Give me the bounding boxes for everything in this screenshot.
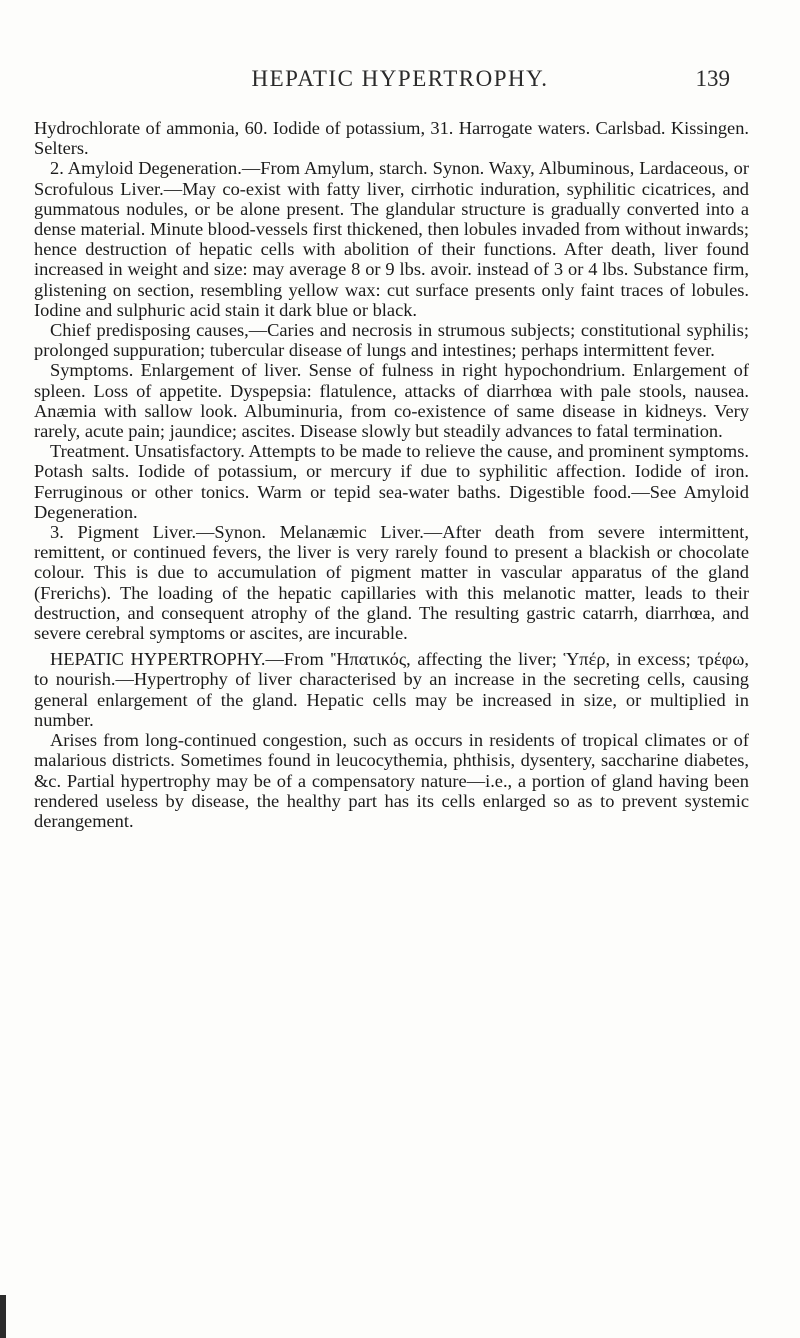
paragraph-hypertrophy-causes: Arises from long-continued congestion, such as occurs in residents of tropical climates or of malarious districts. Sometimes found in leucocythemia, phthisis, dysentery, saccharine diabetes, &c. Partial hypertrophy may be of a compensatory nature—i.e., a portion of gland having been rendered useless by disease, the healthy part has its cells enlarged so as to prevent systemic derangement. [34, 730, 749, 831]
paragraph-amyloid-treatment: Treatment. Unsatisfactory. Attempts to be made to relieve the cause, and prominent symptoms. Potash salts. Iodide of potassium, or mercury if due to syphilitic affection. Iodide of iron. Ferruginous or other tonics. Warm or tepid sea-water baths. Digestible food.—See Amyloid Degeneration. [34, 441, 749, 522]
paragraph-amyloid-symptoms: Symptoms. Enlargement of liver. Sense of fulness in right hypochondrium. Enlargement of spleen. Loss of appetite. Dyspepsia: flatulence, attacks of diarrhœa with pale stools, nausea. Anæmia with sallow look. Albuminuria, from co-existence of same disease in kidneys. Very rarely, acute pain; jaundice; ascites. Disease slowly but steadily advances to fatal termination. [34, 360, 749, 442]
paragraph-hydrochlorate: Hydrochlorate of ammonia, 60. Iodide of potassium, 31. Harrogate waters. Carlsbad. Kissingen. Selters. [34, 118, 749, 159]
running-head: HEPATIC HYPERTROPHY. [251, 66, 549, 91]
text-body [34, 118, 749, 831]
paragraph-amyloid-degeneration: 2. Amyloid Degeneration.—From Amylum, starch. Synon. Waxy, Albuminous, Lardaceous, or Scrofulous Liver.—May co-exist with fatty liver, cirrhotic induration, syphilitic cicatrices, and gummatous nodules, or be alone present. The glandular structure is gradually converted into a dense material. Minute blood-vessels first thickened, then lobules invaded from without inwards; hence destruction of hepatic cells with abolition of their functions. After death, liver found increased in weight and size: may average 8 or 9 lbs. avoir. instead of 3 or 4 lbs. Substance firm, glistening on section, resembling yellow wax: cut surface presents only faint traces of lobules. Iodine and sulphuric acid stain it dark blue or black. [34, 158, 749, 320]
page-header [0, 66, 800, 106]
paragraph-hepatic-hypertrophy: HEPATIC HYPERTROPHY.—From 'Ἡπατικός, affecting the liver; Ὑπέρ, in excess; τρέφω, to nourish.—Hypertrophy of liver characterised by an increase in the secreting cells, causing general enlargement of the gland. Hepatic cells may be increased in size, or multiplied in number. [34, 649, 749, 730]
page-number: 139 [695, 66, 730, 91]
page-edge-bar [0, 1295, 6, 1338]
paragraph-pigment-liver: 3. Pigment Liver.—Synon. Melanæmic Liver.—After death from severe intermittent, remittent, or continued fevers, the liver is very rarely found to present a blackish or chocolate colour. This is due to accumulation of pigment matter in vascular apparatus of the gland (Frerichs). The loading of the hepatic capillaries with this melanotic matter, leads to their destruction, and consequent atrophy of the gland. The resulting gastric catarrh, diarrhœa, and severe cerebral symptoms or ascites, are incurable. [34, 522, 749, 644]
paragraph-amyloid-causes: Chief predisposing causes,—Caries and necrosis in strumous subjects; constitutional syphilis; prolonged suppuration; tubercular disease of lungs and intestines; perhaps intermittent fever. [34, 320, 749, 361]
